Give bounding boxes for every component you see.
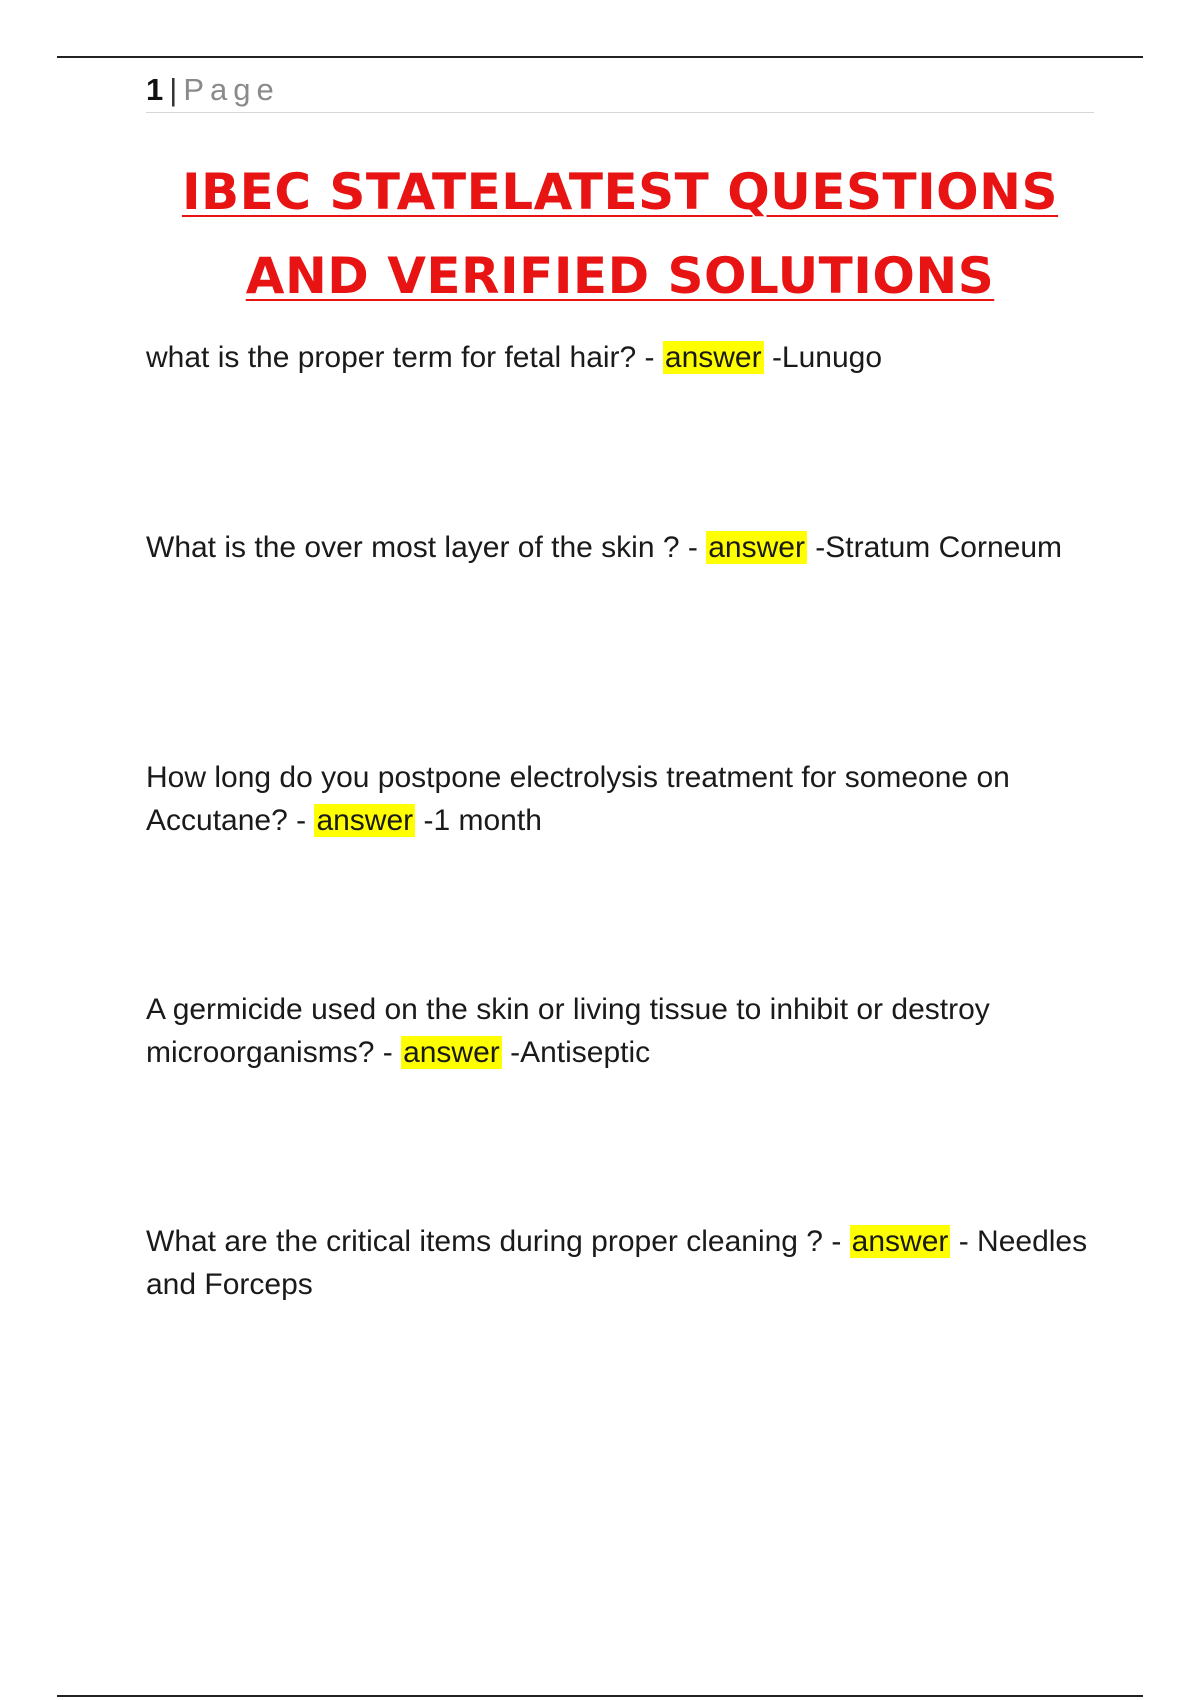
answer-highlight: answer xyxy=(316,804,414,837)
title-line-2: AND VERIFIED SOLUTIONS xyxy=(245,247,995,305)
question-text: What is the over most layer of the skin ? - xyxy=(146,531,707,564)
page-bottom-rule xyxy=(57,1695,1143,1697)
page-top-rule xyxy=(57,56,1143,58)
page-number: 1 xyxy=(146,72,164,107)
answer-highlight: answer xyxy=(664,341,762,374)
answer-highlight: answer xyxy=(708,531,805,564)
answer-text: - Needles and Forceps xyxy=(146,1225,1088,1301)
qa-item-5 xyxy=(146,1220,1096,1306)
page-header xyxy=(146,68,1094,113)
question-text: what is the proper term for fetal hair? - xyxy=(146,341,663,374)
qa-item-1 xyxy=(146,336,1096,379)
answer-text: -Lunugo xyxy=(763,341,883,374)
qa-item-3 xyxy=(146,756,1096,842)
answer-text: -Antiseptic xyxy=(501,1036,651,1069)
page-separator: | xyxy=(169,72,178,107)
document-title xyxy=(130,150,1110,318)
answer-text: -Stratum Corneum xyxy=(806,531,1063,564)
qa-item-4 xyxy=(146,988,1096,1074)
page-label: Page xyxy=(183,72,280,107)
question-text: How long do you postpone electrolysis treatment for someone on Accutane? - xyxy=(146,761,1010,837)
question-text: A germicide used on the skin or living tissue to inhibit or destroy microorganisms? - xyxy=(146,993,990,1069)
answer-highlight: answer xyxy=(403,1036,500,1069)
title-line-1: IBEC STATELATEST QUESTIONS xyxy=(181,163,1059,221)
answer-text: -1 month xyxy=(415,804,542,837)
qa-item-2 xyxy=(146,526,1096,569)
answer-highlight: answer xyxy=(851,1225,949,1258)
question-text: What are the critical items during proper cleaning ? - xyxy=(146,1225,850,1258)
